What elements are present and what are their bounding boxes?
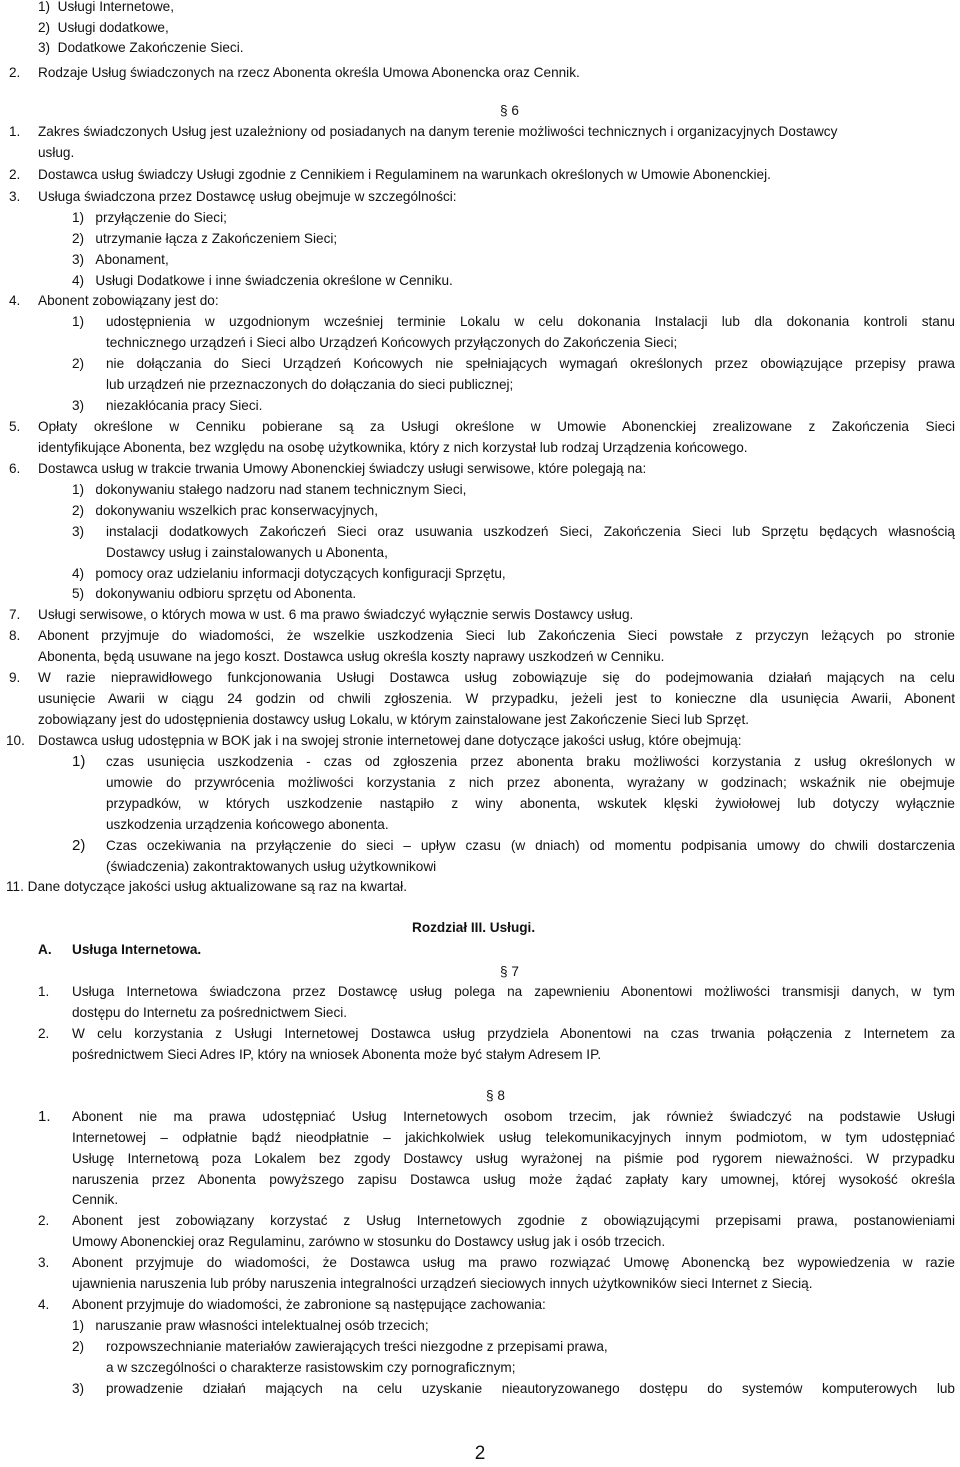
paragraph-number: 6. [9, 461, 21, 476]
section-number: 8 [497, 1088, 505, 1103]
list-item: prowadzenie działań mających na celu uzyskanie nieautoryzowanego dostępu do systemów komputerowych lub [106, 1381, 955, 1396]
paragraph-text: Abonent przyjmuje do wiadomości, że Dostawca usług ma prawo rozwiązać Umowę Abonencką bez wypowiedzenia w razie [72, 1255, 955, 1270]
paragraph-text: Opłaty określone w Cenniku pobierane są za Usługi określone w Umowie Abonenckiej zrealizowane z Zakończenia Sieci [38, 419, 955, 434]
paragraph-text: Abonent zobowiązany jest do: [38, 293, 219, 308]
paragraph-number: 2. [9, 65, 21, 80]
list-number: 1) [72, 314, 85, 329]
list-item: 2) utrzymanie łącza z Zakończeniem Sieci; [72, 231, 338, 246]
list-item: 1) dokonywaniu stałego nadzoru nad stanem technicznym Sieci, [72, 482, 467, 497]
paragraph-text: naruszenia przez Abonenta powyższego zapisu Dostawca usług może żądać zapłaty kary umownej, której wysokość określa [72, 1172, 955, 1187]
list-item: 4) pomocy oraz udzielaniu informacji dotyczących konfiguracji Sprzętu, [72, 566, 506, 581]
paragraph-number: 1. [38, 1108, 51, 1125]
paragraph-text: ujawnienia naruszenia lub próby naruszenia integralności urządzeń sieciowych innych użytkowników sieci Internet z Siecią. [72, 1276, 813, 1291]
list-item: przypadków, w których uszkodzenie nastąpiło z winy abonenta, wskutek klęski żywiołowej lub dotyczy wyłącznie [106, 796, 955, 811]
list-item: niezakłócania pracy Sieci. [106, 398, 263, 413]
page-number: 2 [474, 1443, 486, 1464]
chapter-title: Rozdział III. Usługi. [412, 920, 536, 935]
paragraph-text: pośrednictwem Sieci Adres IP, który na wniosek Abonenta może być stałym Adresem IP. [72, 1047, 602, 1062]
paragraph-text: W razie nieprawidłowego funkcjonowania Usługi Dostawca usług zobowiązuje się do podejmowania działań mających na celu [38, 670, 955, 685]
paragraph-text: Umowy Abonenckiej oraz Regulaminu, zarówno w stosunku do Dostawcy usług jak i osób trzecich. [72, 1234, 666, 1249]
list-item: 4) Usługi Dodatkowe i inne świadczenia określone w Cenniku. [72, 273, 453, 288]
section-number: A. [38, 942, 52, 957]
list-item: 2) dokonywaniu wszelkich prac konserwacyjnych, [72, 503, 378, 518]
list-item: nie dołączania do Sieci Urządzeń Końcowych nie spełniających wymagań określonych przez obowiązujące przepisy prawa [106, 356, 955, 371]
section-heading-7: § 7 [500, 964, 519, 979]
paragraph-number: 8. [9, 628, 21, 643]
list-item: rozpowszechnianie materiałów zawierających treści niezgodne z przepisami prawa, [106, 1339, 608, 1354]
paragraph-text: Usługi serwisowe, o których mowa w ust. 6 ma prawo świadczyć wyłącznie serwis Dostawcy usług. [38, 607, 634, 622]
list-item: Czas oczekiwania na przyłączenie do sieci – upływ czasu (w dniach) od momentu podpisania umowy do chwili dostarczenia [106, 838, 955, 853]
paragraph-text: W celu korzystania z Usługi Internetowej Dostawca usług przydziela Abonentowi na czas trwania połączenia z Internetem za [72, 1026, 955, 1041]
paragraph-text: Internetowej – odpłatnie bądź nieodpłatnie – jakichkolwiek usług telekomunikacyjnych innym podmiotom, w tym udostępniać [72, 1130, 955, 1145]
paragraph-number: 2. [38, 1213, 50, 1228]
paragraph-text: identyfikujące Abonenta, bez względu na osobę użytkownika, który z nich korzystał lub rodzaj Urządzenia końcowego. [38, 440, 748, 455]
list-number: 1) [72, 753, 86, 770]
list-item: lub urządzeń nie przeznaczonych do dołączania do sieci publicznej; [106, 377, 514, 392]
paragraph-number: 3. [38, 1255, 50, 1270]
list-item: uszkodzenia urządzenia końcowego abonenta. [106, 817, 389, 832]
paragraph-number: 4. [9, 293, 21, 308]
paragraph-text: Dostawca usług udostępnia w BOK jak i na swojej stronie internetowej dane dotyczące jakości usług, które obejmują: [38, 733, 742, 748]
paragraph-text: Usługa Internetowa świadczona przez Dostawcę usług polega na zapewnieniu Abonentowi możliwości transmisji danych, w tym [72, 984, 955, 999]
list-number: 3) [72, 1381, 85, 1396]
paragraph-text: zobowiązany jest do udostępnienia dostawcy usług Lokalu, w którym zainstalowane jest Zakończenie Sieci lub Sprzęt. [38, 712, 750, 727]
paragraph-text: Usługę Internetową poza Lokalem bez zgody Dostawcy usług wyrażonej na piśmie pod rygorem nieważności. W przypadku [72, 1151, 955, 1166]
paragraph-number: 1. [38, 984, 50, 999]
list-item: 3) Abonament, [72, 252, 169, 267]
list-item: (świadczenia) zakontraktowanych usług użytkownikowi [106, 859, 437, 874]
list-number: 2) [72, 837, 86, 854]
paragraph-text: Dostawca usług w trakcie trwania Umowy Abonenckiej świadczy usługi serwisowe, które polegają na: [38, 461, 647, 476]
section-heading-6: § 6 [500, 103, 519, 118]
list-item: udostępnienia w uzgodnionym wcześniej terminie Lokalu w celu dokonania Instalacji lub dla dokonania kontroli stanu [106, 314, 955, 329]
list-item: instalacji dodatkowych Zakończeń Sieci oraz usuwania uszkodzeń Sieci, Zakończenia Sieci lub Sprzętu będących własnością [106, 524, 955, 539]
paragraph-number: 2. [38, 1026, 50, 1041]
paragraph-text: Usługa świadczona przez Dostawcę usług obejmuje w szczególności: [38, 189, 457, 204]
list-number: 3) [72, 398, 85, 413]
list-number: 2) [72, 356, 85, 371]
section-title: Usługa Internetowa. [72, 942, 202, 957]
paragraph-text: dostępu do Internetu za pośrednictwem Sieci. [72, 1005, 348, 1020]
paragraph-text: Cennik. [72, 1192, 119, 1207]
paragraph-text: Dostawca usług świadczy Usługi zgodnie z Cennikiem i Regulaminem na warunkach określonych w Umowie Abonenckiej. [38, 167, 771, 182]
list-item: 2) Usługi dodatkowe, [38, 20, 169, 35]
paragraph-text: Abonent przyjmuje do wiadomości, że zabronione są następujące zachowania: [72, 1297, 546, 1312]
paragraph-text: usług. [38, 145, 75, 160]
list-item: 1) Usługi Internetowe, [38, 0, 175, 14]
list-item: 5) dokonywaniu odbioru sprzętu od Abonenta. [72, 586, 357, 601]
paragraph-text: Abonent przyjmuje do wiadomości, że wszelkie uszkodzenia Sieci lub Zakończenia Sieci powstałe z przyczyn leżących po stronie [38, 628, 955, 643]
paragraph-text: Rodzaje Usług świadczonych na rzecz Abonenta określa Umowa Abonencka oraz Cennik. [38, 65, 580, 80]
list-item: 1) przyłączenie do Sieci; [72, 210, 227, 225]
paragraph-number: 2. [9, 167, 21, 182]
list-item: a w szczególności o charakterze rasistowskim czy pornograficznym; [106, 1360, 516, 1375]
paragraph-text: Abonent nie ma prawa udostępniać Usług Internetowych osobom trzecim, jak również świadczyć na podstawie Usługi [72, 1109, 955, 1124]
list-item: Dostawcy usług i zainstalowanych u Abonenta, [106, 545, 388, 560]
list-item: 1) naruszanie praw własności intelektualnej osób trzecich; [72, 1318, 429, 1333]
paragraph-number: 9. [9, 670, 21, 685]
list-number: 3) [72, 524, 85, 539]
paragraph-text: Abonent jest zobowiązany korzystać z Usług Internetowych zgodnie z obowiązującymi przepisami prawa, postanowieniami [72, 1213, 955, 1228]
paragraph-text: Abonenta, będą usuwane na jego koszt. Dostawca usług określa koszty naprawy uszkodzeń w Cenniku. [38, 649, 665, 664]
paragraph-text: usunięcie Awarii w ciągu 24 godzin od chwili zgłoszenia. W przypadku, jeżeli jest to konieczne dla usunięcia Awarii, Abonent [38, 691, 955, 706]
paragraph-text: 11. Dane dotyczące jakości usług aktualizowane są raz na kwartał. [6, 879, 407, 894]
section-number: 6 [511, 103, 519, 118]
section-number: 7 [511, 964, 519, 979]
paragraph-number: 5. [9, 419, 21, 434]
paragraph-text: Zakres świadczonych Usług jest uzależniony od posiadanych na danym terenie możliwości technicznych i organizacyjnych Dostawcy [38, 124, 838, 139]
list-item: czas usunięcia uszkodzenia - czas od zgłoszenia przez abonenta braku możliwości korzystania z usług określonych w [106, 754, 955, 769]
list-number: 2) [72, 1339, 85, 1354]
paragraph-number: 1. [9, 124, 21, 139]
list-item: umowie do przywrócenia możliwości korzystania z nich przez abonenta, wyrażany w godzinach; wskaźnik nie obejmuje [106, 775, 955, 790]
section-heading-8: § 8 [486, 1088, 505, 1103]
list-item: technicznego urządzeń i Sieci albo Urządzeń Końcowych przyłączonych do Zakończenia Sieci; [106, 335, 678, 350]
list-item: 3) Dodatkowe Zakończenie Sieci. [38, 40, 244, 55]
paragraph-number: 7. [9, 607, 21, 622]
paragraph-number: 3. [9, 189, 21, 204]
paragraph-number: 10. [6, 733, 25, 748]
paragraph-number: 4. [38, 1297, 50, 1312]
